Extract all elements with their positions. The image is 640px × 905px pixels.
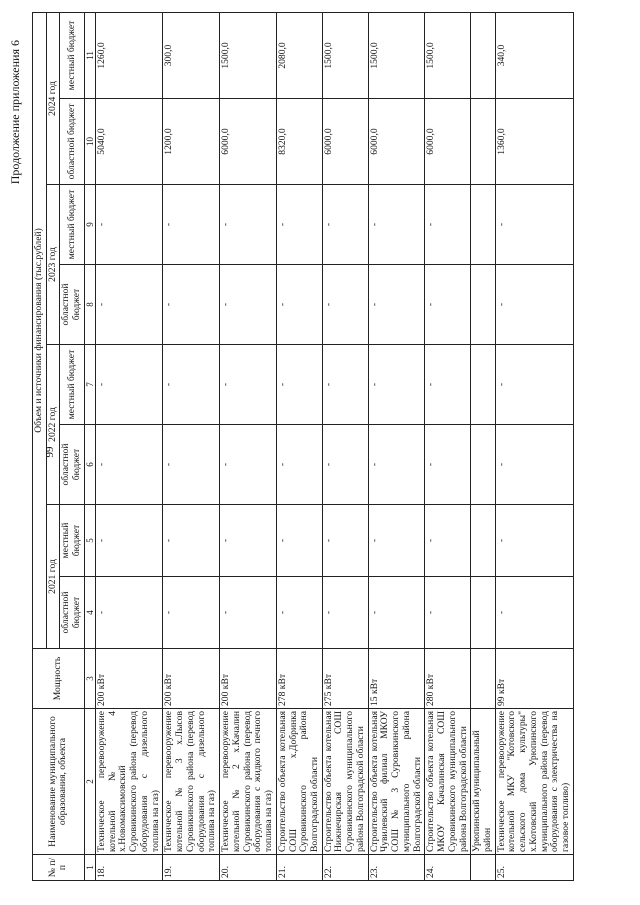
budget-value: - bbox=[96, 265, 163, 345]
budget-value: - bbox=[220, 505, 277, 577]
row-number: 22. bbox=[322, 855, 368, 881]
section-title: Урюпинский муниципальный район bbox=[471, 709, 495, 855]
header-funding: Объем и источники финансирования (тыс.рублей) bbox=[33, 12, 47, 648]
budget-value: - bbox=[96, 425, 163, 505]
object-name: Техническое перевооружение котельной № 2 х.Качалин Суровикинского района (перевод оборудования с жидкого печного топлива на газ) bbox=[220, 709, 277, 855]
budget-value: 6000,0 bbox=[220, 99, 277, 185]
table-row bbox=[495, 12, 573, 880]
budget-value: 6000,0 bbox=[322, 99, 368, 185]
budget-value: - bbox=[495, 345, 573, 425]
budget-value: - bbox=[495, 425, 573, 505]
budget-value: - bbox=[276, 577, 322, 649]
budget-value: - bbox=[163, 345, 220, 425]
column-number: 2 bbox=[84, 709, 95, 855]
budget-value: 6000,0 bbox=[368, 99, 425, 185]
budget-value: - bbox=[220, 425, 277, 505]
budget-value: - bbox=[425, 577, 471, 649]
budget-value: - bbox=[368, 577, 425, 649]
row-number: 23. bbox=[368, 855, 425, 881]
table-body bbox=[96, 12, 574, 880]
budget-value: - bbox=[425, 265, 471, 345]
budget-value: - bbox=[220, 577, 277, 649]
object-name: Строительство объекта котельная Нижнечирская СОШ Суровикинского муниципального района Волгоградской области bbox=[322, 709, 368, 855]
budget-value: - bbox=[368, 505, 425, 577]
budget-value: 1500,0 bbox=[220, 12, 277, 98]
table-row bbox=[425, 12, 471, 880]
budget-value: - bbox=[322, 425, 368, 505]
header-local-budget: местный бюджет bbox=[60, 185, 84, 265]
power-value: 200 кВт bbox=[163, 649, 220, 709]
column-number: 10 bbox=[84, 99, 95, 185]
column-number: 5 bbox=[84, 505, 95, 577]
row-number: 18. bbox=[96, 855, 163, 881]
budget-value: - bbox=[322, 265, 368, 345]
column-number: 7 bbox=[84, 345, 95, 425]
column-number: 4 bbox=[84, 577, 95, 649]
budget-value: - bbox=[220, 345, 277, 425]
object-name: Строительство объекта котельная Чувилевский филиал МКОУ СОШ № 3 Суровикинского муниципального района Волгоградской области bbox=[368, 709, 425, 855]
budget-value: - bbox=[425, 425, 471, 505]
budget-value: - bbox=[322, 345, 368, 425]
column-number: 11 bbox=[84, 12, 95, 98]
column-number: 3 bbox=[84, 649, 95, 709]
column-number: 6 bbox=[84, 425, 95, 505]
power-value: 15 кВт bbox=[368, 649, 425, 709]
header-regional-budget: областной бюджет bbox=[60, 99, 84, 185]
header-power: Мощность bbox=[33, 649, 85, 709]
budget-value: 1500,0 bbox=[425, 12, 471, 98]
budget-value: - bbox=[220, 265, 277, 345]
budget-value: - bbox=[163, 505, 220, 577]
header-regional-budget: областной бюджет bbox=[60, 577, 84, 649]
object-name: Техническое перевооружение котельной МКУ "Котовского сельского дома культуры" х.Котовский Урюпинского муниципального района (перевод оборудования с электричества на газовое топливо) bbox=[495, 709, 573, 855]
budget-value: 1500,0 bbox=[368, 12, 425, 98]
column-number: 1 bbox=[84, 855, 95, 881]
budget-value: 300,0 bbox=[163, 12, 220, 98]
budget-value: - bbox=[368, 345, 425, 425]
budget-value: - bbox=[276, 185, 322, 265]
budget-value: - bbox=[96, 345, 163, 425]
budget-value: - bbox=[276, 265, 322, 345]
object-name: Техническое перевооружение котельной № 3 х.Лысов Суровикинского района (перевод оборудования с дизельного топлива на газ) bbox=[163, 709, 220, 855]
header-local-budget: местный бюджет bbox=[60, 345, 84, 425]
budget-value: - bbox=[322, 505, 368, 577]
budget-value: 5040,0 bbox=[96, 99, 163, 185]
budget-value: - bbox=[322, 185, 368, 265]
row-number: 20. bbox=[220, 855, 277, 881]
header-regional-budget: областной бюджет bbox=[60, 265, 84, 345]
header-year-2021: 2021 год bbox=[46, 505, 60, 649]
header-year-2024: 2024 год bbox=[46, 12, 60, 184]
table-row bbox=[368, 12, 425, 880]
budget-value: - bbox=[425, 185, 471, 265]
power-value: 280 кВт bbox=[425, 649, 471, 709]
budget-value: - bbox=[322, 577, 368, 649]
budget-value: - bbox=[368, 265, 425, 345]
budget-value: 1500,0 bbox=[322, 12, 368, 98]
budget-value: - bbox=[368, 425, 425, 505]
row-number: 19. bbox=[163, 855, 220, 881]
power-value: 200 кВт bbox=[220, 649, 277, 709]
page-number: 99 bbox=[44, 446, 56, 458]
budget-value: - bbox=[276, 425, 322, 505]
budget-value: - bbox=[276, 345, 322, 425]
budget-value: - bbox=[163, 425, 220, 505]
table-row bbox=[163, 12, 220, 880]
header-local-budget: местный бюджет bbox=[60, 505, 84, 577]
table-row bbox=[322, 12, 368, 880]
power-value: 99 кВт bbox=[495, 649, 573, 709]
budget-value: 2080,0 bbox=[276, 12, 322, 98]
budget-value: - bbox=[96, 505, 163, 577]
budget-value: 1260,0 bbox=[96, 12, 163, 98]
budget-value: - bbox=[495, 185, 573, 265]
budget-value: - bbox=[220, 185, 277, 265]
budget-value: - bbox=[163, 265, 220, 345]
budget-value: - bbox=[96, 577, 163, 649]
budget-value: 8320,0 bbox=[276, 99, 322, 185]
budget-value: - bbox=[495, 577, 573, 649]
budget-value: - bbox=[163, 185, 220, 265]
row-number: 21. bbox=[276, 855, 322, 881]
budget-value: - bbox=[495, 505, 573, 577]
budget-value: - bbox=[163, 577, 220, 649]
budget-value: - bbox=[495, 265, 573, 345]
header-name: Наименование муниципального образования, объекта bbox=[33, 709, 85, 855]
header-number: № п/п bbox=[33, 855, 85, 881]
table-row bbox=[220, 12, 277, 880]
funding-table bbox=[32, 12, 574, 881]
row-number: 25. bbox=[495, 855, 573, 881]
power-value: 200 кВт bbox=[96, 649, 163, 709]
section-empty-cell bbox=[471, 855, 495, 881]
budget-value: - bbox=[368, 185, 425, 265]
column-number: 9 bbox=[84, 185, 95, 265]
budget-value: 340,0 bbox=[495, 12, 573, 98]
row-number: 24. bbox=[425, 855, 471, 881]
budget-value: - bbox=[425, 345, 471, 425]
continuation-label: Продолжение приложения 6 bbox=[8, 40, 22, 185]
budget-value: 1200,0 bbox=[163, 99, 220, 185]
header-year-2022: 2022 год bbox=[46, 345, 60, 505]
budget-value: - bbox=[276, 505, 322, 577]
column-number: 8 bbox=[84, 265, 95, 345]
header-year-2023: 2023 год bbox=[46, 185, 60, 345]
object-name: Строительство объекта котельная СОШ х.Добринка Суровикинского района Волгоградской области bbox=[276, 709, 322, 855]
budget-value: 1360,0 bbox=[495, 99, 573, 185]
budget-value: 6000,0 bbox=[425, 99, 471, 185]
header-regional-budget: областной бюджет bbox=[60, 425, 84, 505]
power-value: 275 кВт bbox=[322, 649, 368, 709]
budget-value: - bbox=[425, 505, 471, 577]
section-row bbox=[471, 12, 495, 880]
table-row bbox=[276, 12, 322, 880]
budget-value: - bbox=[96, 185, 163, 265]
header-local-budget: местный бюджет bbox=[60, 12, 84, 98]
power-value: 278 кВт bbox=[276, 649, 322, 709]
object-name: Строительство объекта котельная МКОУ Качалинская СОШ Суровикинского муниципального района Волгоградской области bbox=[425, 709, 471, 855]
table-row bbox=[96, 12, 163, 880]
object-name: Техническое перевооружение котельной № 4 х.Новомаксимовский Суровикинского района (перевод оборудования с дизельного топлива на газ) bbox=[96, 709, 163, 855]
